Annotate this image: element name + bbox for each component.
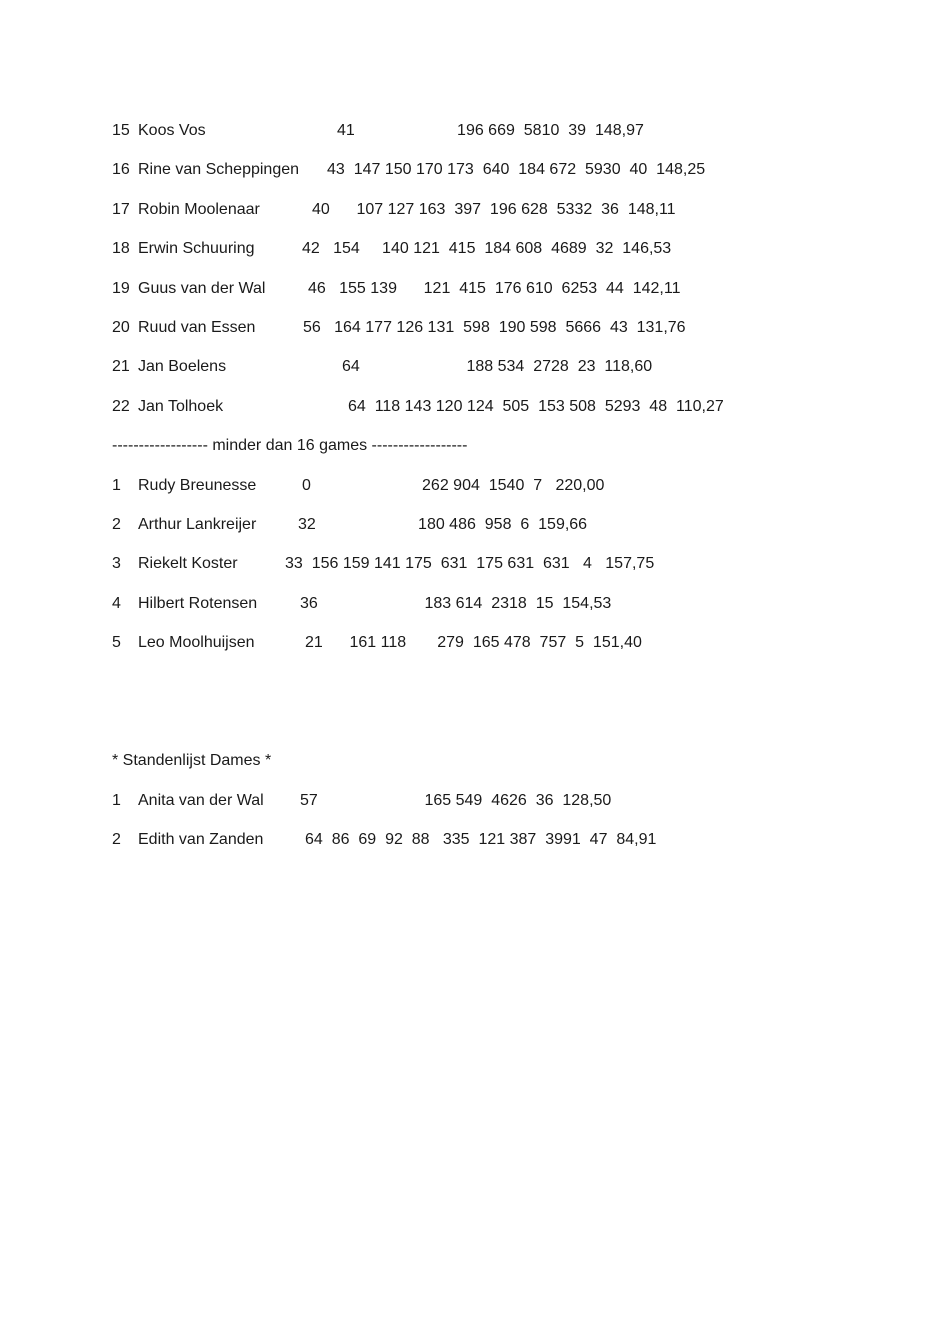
row-numbers: 40 107 127 163 397 196 628 5332 36 148,11 [312,200,676,218]
row-rank: 2 [112,831,121,849]
row-rank: 18 [112,240,130,258]
standings-row [0,505,945,544]
section-separator: ------------------ minder dan 16 games ------------------ [112,437,468,455]
row-name: Arthur Lankreijer [138,515,257,533]
standings-row [0,150,945,189]
row-rank: 21 [112,358,130,376]
row-numbers: 0 262 904 1540 7 220,00 [302,476,605,494]
row-name: Ruud van Essen [138,318,256,336]
standings-row [0,623,945,662]
row-numbers: 57 165 549 4626 36 128,50 [300,791,612,809]
standings-row [0,269,945,308]
row-name: Jan Tolhoek [138,397,224,415]
row-numbers: 33 156 159 141 175 631 175 631 631 4 157,75 [285,555,655,573]
row-numbers: 64 118 143 120 124 505 153 508 5293 48 110,27 [348,397,724,415]
standings-row [0,781,945,820]
standings-row [0,387,945,426]
row-numbers: 43 147 150 170 173 640 184 672 5930 40 148,25 [327,161,706,179]
dames-title-row [0,741,945,780]
row-rank: 20 [112,318,130,336]
row-rank: 19 [112,279,130,297]
row-rank: 22 [112,397,130,415]
row-rank: 2 [112,515,121,533]
row-numbers: 41 196 669 5810 39 148,97 [337,122,644,139]
row-name: Rine van Scheppingen [138,161,300,179]
row-name: Erwin Schuuring [138,240,255,258]
row-name: Rudy Breunesse [138,476,257,494]
row-numbers: 42 154 140 121 415 184 608 4689 32 146,53 [302,240,672,258]
row-rank: 15 [112,122,130,139]
row-rank: 1 [112,791,121,809]
row-numbers: 32 180 486 958 6 159,66 [298,515,588,533]
row-numbers: 46 155 139 121 415 176 610 6253 44 142,11 [308,279,681,297]
row-name: Koos Vos [138,122,206,139]
row-rank: 1 [112,476,121,494]
dames-section-title: * Standenlijst Dames * [112,752,272,770]
standings-row [0,111,945,150]
row-rank: 4 [112,594,121,612]
row-numbers: 64 86 69 92 88 335 121 387 3991 47 84,91 [305,831,657,849]
row-numbers: 64 188 534 2728 23 118,60 [342,358,653,376]
row-numbers: 56 164 177 126 131 598 190 598 5666 43 131,76 [303,318,686,336]
row-name: Hilbert Rotensen [138,594,258,612]
section-separator-row [0,426,945,465]
standings-row [0,347,945,386]
standings-row [0,584,945,623]
standings-row [0,820,945,859]
standings-row [0,544,945,583]
row-name: Robin Moolenaar [138,200,260,218]
row-name: Leo Moolhuijsen [138,634,255,652]
standings-row [0,190,945,229]
standings-row [0,229,945,268]
row-numbers: 36 183 614 2318 15 154,53 [300,594,612,612]
row-name: Anita van der Wal [138,791,264,809]
blank-line [0,662,945,701]
row-rank: 17 [112,200,130,218]
row-name: Riekelt Koster [138,555,238,573]
row-numbers: 21 161 118 279 165 478 757 5 151,40 [305,634,642,652]
row-rank: 16 [112,161,130,179]
row-name: Guus van der Wal [138,279,266,297]
row-name: Jan Boelens [138,358,227,376]
row-rank: 3 [112,555,121,573]
standings-row [0,308,945,347]
blank-line [0,702,945,741]
row-name: Edith van Zanden [138,831,264,849]
standings-row [0,466,945,505]
row-rank: 5 [112,634,121,652]
